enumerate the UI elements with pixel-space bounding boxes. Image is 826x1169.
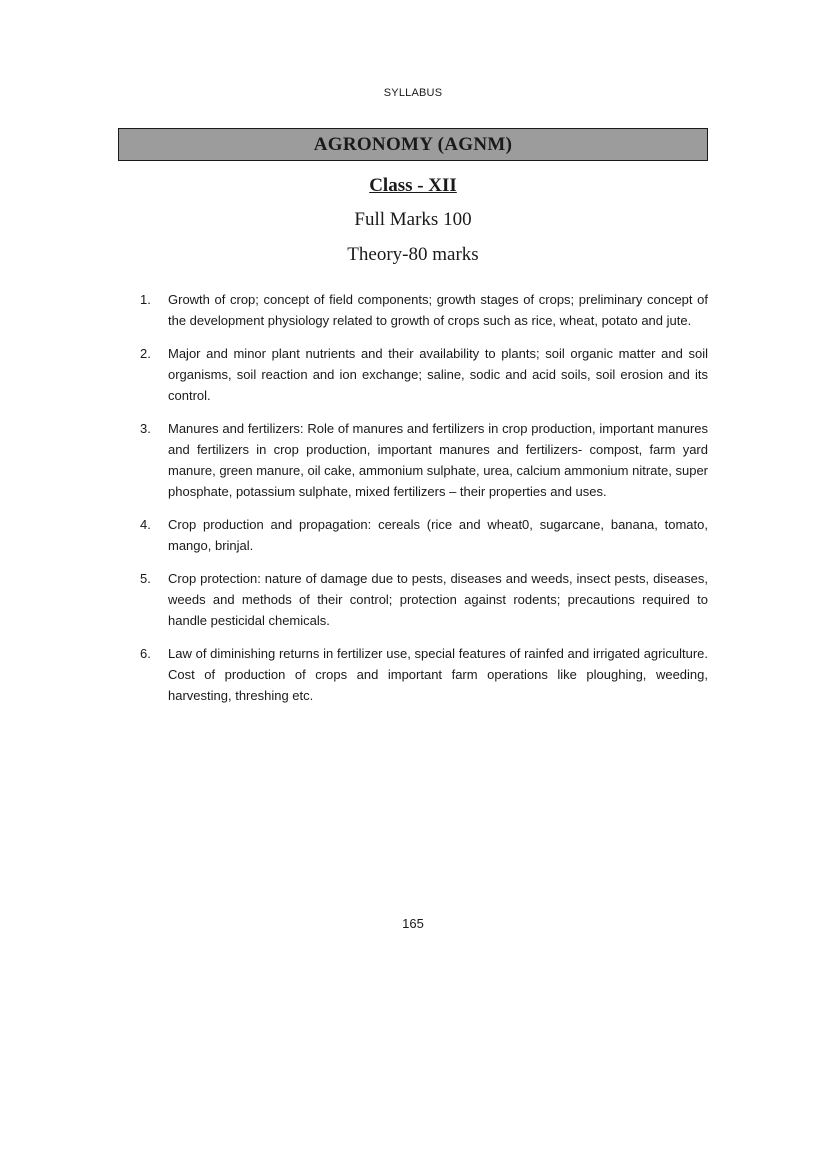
running-header: SYLLABUS (383, 87, 443, 99)
syllabus-item (140, 418, 708, 502)
item-number: 2. (140, 346, 151, 361)
subject-title: AGRONOMY (AGNM) (313, 133, 513, 155)
theory-marks-line: Theory-80 marks (347, 244, 479, 265)
item-number: 3. (140, 421, 151, 436)
item-number: 6. (140, 646, 151, 661)
full-marks-line: Full Marks 100 (354, 209, 472, 230)
class-heading: Class - XII (369, 175, 457, 196)
subject-title-box (118, 128, 708, 161)
item-number: 4. (140, 517, 151, 532)
item-text: Crop production and propagation: cereals (rice and wheat0, sugarcane, banana, tomato, mango, brinjal. (168, 517, 708, 553)
item-text: Manures and fertilizers: Role of manures and fertilizers in crop production, important manures and fertilizers in crop production, important manures and fertilizers- compost, farm yard manure, green manure, oil cake, ammonium sulphate, urea, calcium ammonium nitrate, super phosphate, potassium sulphate, mixed fertilizers – their properties and uses. (168, 421, 708, 499)
syllabus-item (140, 514, 708, 556)
syllabus-list (140, 289, 708, 718)
item-number: 1. (140, 292, 151, 307)
item-number: 5. (140, 571, 151, 586)
syllabus-item (140, 343, 708, 406)
item-text: Law of diminishing returns in fertilizer use, special features of rainfed and irrigated agriculture. Cost of production of crops and important farm operations like ploughing, weeding, harvesting, threshing etc. (168, 646, 708, 703)
item-text: Crop protection: nature of damage due to pests, diseases and weeds, insect pests, diseases, weeds and methods of their control; protection against rodents; precautions required to handle pesticidal chemicals. (168, 571, 708, 628)
syllabus-item (140, 289, 708, 331)
item-text: Major and minor plant nutrients and their availability to plants; soil organic matter and soil organisms, soil reaction and ion exchange; saline, sodic and acid soils, soil erosion and its control. (168, 346, 708, 403)
syllabus-item (140, 643, 708, 706)
item-text: Growth of crop; concept of field components; growth stages of crops; preliminary concept of the development physiology related to growth of crops such as rice, wheat, potato and jute. (168, 292, 708, 328)
syllabus-item (140, 568, 708, 631)
page-number: 165 (402, 916, 424, 931)
